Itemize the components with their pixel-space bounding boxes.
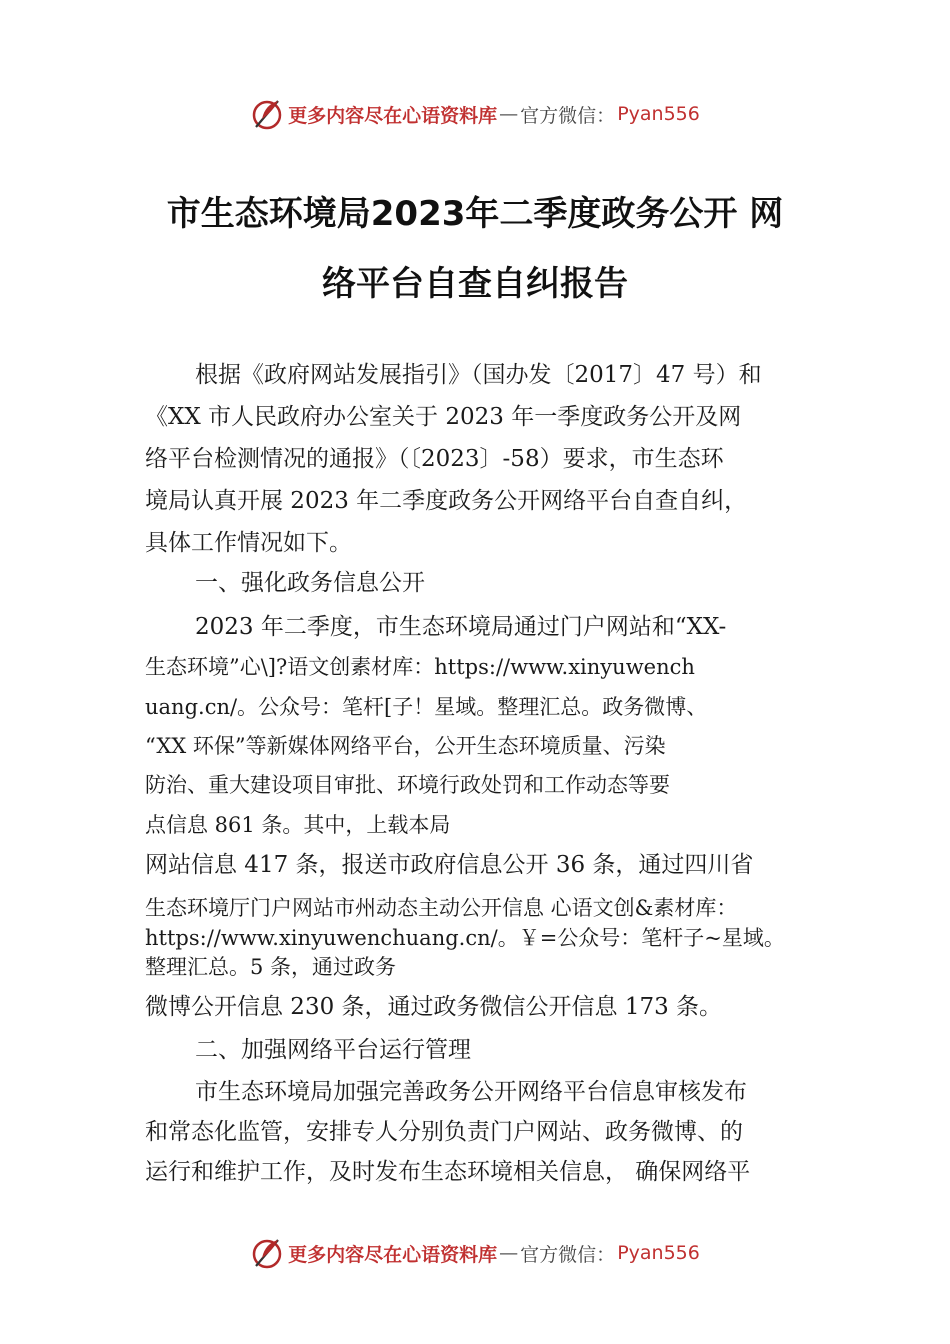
watermark-wechat-id: Pyan556 bbox=[617, 1242, 700, 1264]
watermark-wechat-label: 官方微信： bbox=[520, 1243, 616, 1266]
watermark-promo-text: 更多内容尽在心语资料库 bbox=[288, 104, 498, 127]
body-line: 点信息 861 条。其中，上载本局 bbox=[145, 813, 451, 837]
watermark-wechat-label: 官方微信： bbox=[520, 104, 616, 127]
body-line: 根据《政府网站发展指引》（国办发〔2017〕47 号）和 bbox=[195, 362, 762, 388]
document-title-line-2: 络平台自查自纠报告 bbox=[322, 264, 628, 304]
quill-logo-icon bbox=[250, 97, 284, 131]
body-line: 《XX 市人民政府办公室关于 2023 年一季度政务公开及网 bbox=[145, 404, 742, 430]
body-line: “XX 环保”等新媒体网络平台，公开生态环境质量、污染 bbox=[145, 734, 666, 758]
body-line: 生态环境厅门户网站市州动态主动公开信息 心语文创&素材库： bbox=[145, 896, 738, 920]
body-line: uang.cn/。公众号：笔杆[子！星域。整理汇总。政务微博、 bbox=[145, 695, 708, 719]
watermark-banner-top bbox=[0, 94, 950, 134]
watermark-separator: — bbox=[499, 103, 519, 125]
watermark-banner-bottom bbox=[0, 1233, 950, 1273]
document-title-line-1: 市生态环境局2023年二季度政务公开 网 bbox=[166, 194, 784, 234]
body-line: 微博公开信息 230 条，通过政务微信公开信息 173 条。 bbox=[145, 994, 723, 1020]
body-line: 和常态化监管，安排专人分别负责门户网站、政务微博、的 bbox=[145, 1119, 743, 1145]
body-line: 络平台检测情况的通报》（〔2023〕-58）要求，市生态环 bbox=[145, 446, 724, 472]
body-line: 防治、重大建设项目审批、环境行政处罚和工作动态等要 bbox=[145, 773, 670, 797]
body-line: https://www.xinyuwenchuang.cn/。￥=公众号：笔杆子~星域。 bbox=[145, 926, 785, 950]
body-line: 运行和维护工作，及时发布生态环境相关信息， 确保网络平 bbox=[145, 1159, 751, 1185]
watermark-separator: — bbox=[499, 1242, 519, 1264]
watermark-wechat-id: Pyan556 bbox=[617, 103, 700, 125]
body-line: 市生态环境局加强完善政务公开网络平台信息审核发布 bbox=[195, 1079, 747, 1105]
body-line: 境局认真开展 2023 年二季度政务公开网络平台自查自纠， bbox=[145, 488, 748, 514]
body-line: 具体工作情况如下。 bbox=[145, 530, 352, 556]
body-line: 生态环境”心\]?语文创素材库：https://www.xinyuwench bbox=[145, 655, 695, 679]
watermark-promo-text: 更多内容尽在心语资料库 bbox=[288, 1243, 498, 1266]
section-heading-1: 一、强化政务信息公开 bbox=[195, 570, 425, 596]
section-heading-2: 二、加强网络平台运行管理 bbox=[195, 1037, 471, 1063]
body-line: 网站信息 417 条，报送市政府信息公开 36 条，通过四川省 bbox=[145, 852, 754, 878]
quill-logo-icon bbox=[250, 1236, 284, 1270]
body-line: 2023 年二季度，市生态环境局通过门户网站和“XX- bbox=[195, 614, 727, 640]
body-line: 整理汇总。5 条，通过政务 bbox=[145, 955, 397, 979]
